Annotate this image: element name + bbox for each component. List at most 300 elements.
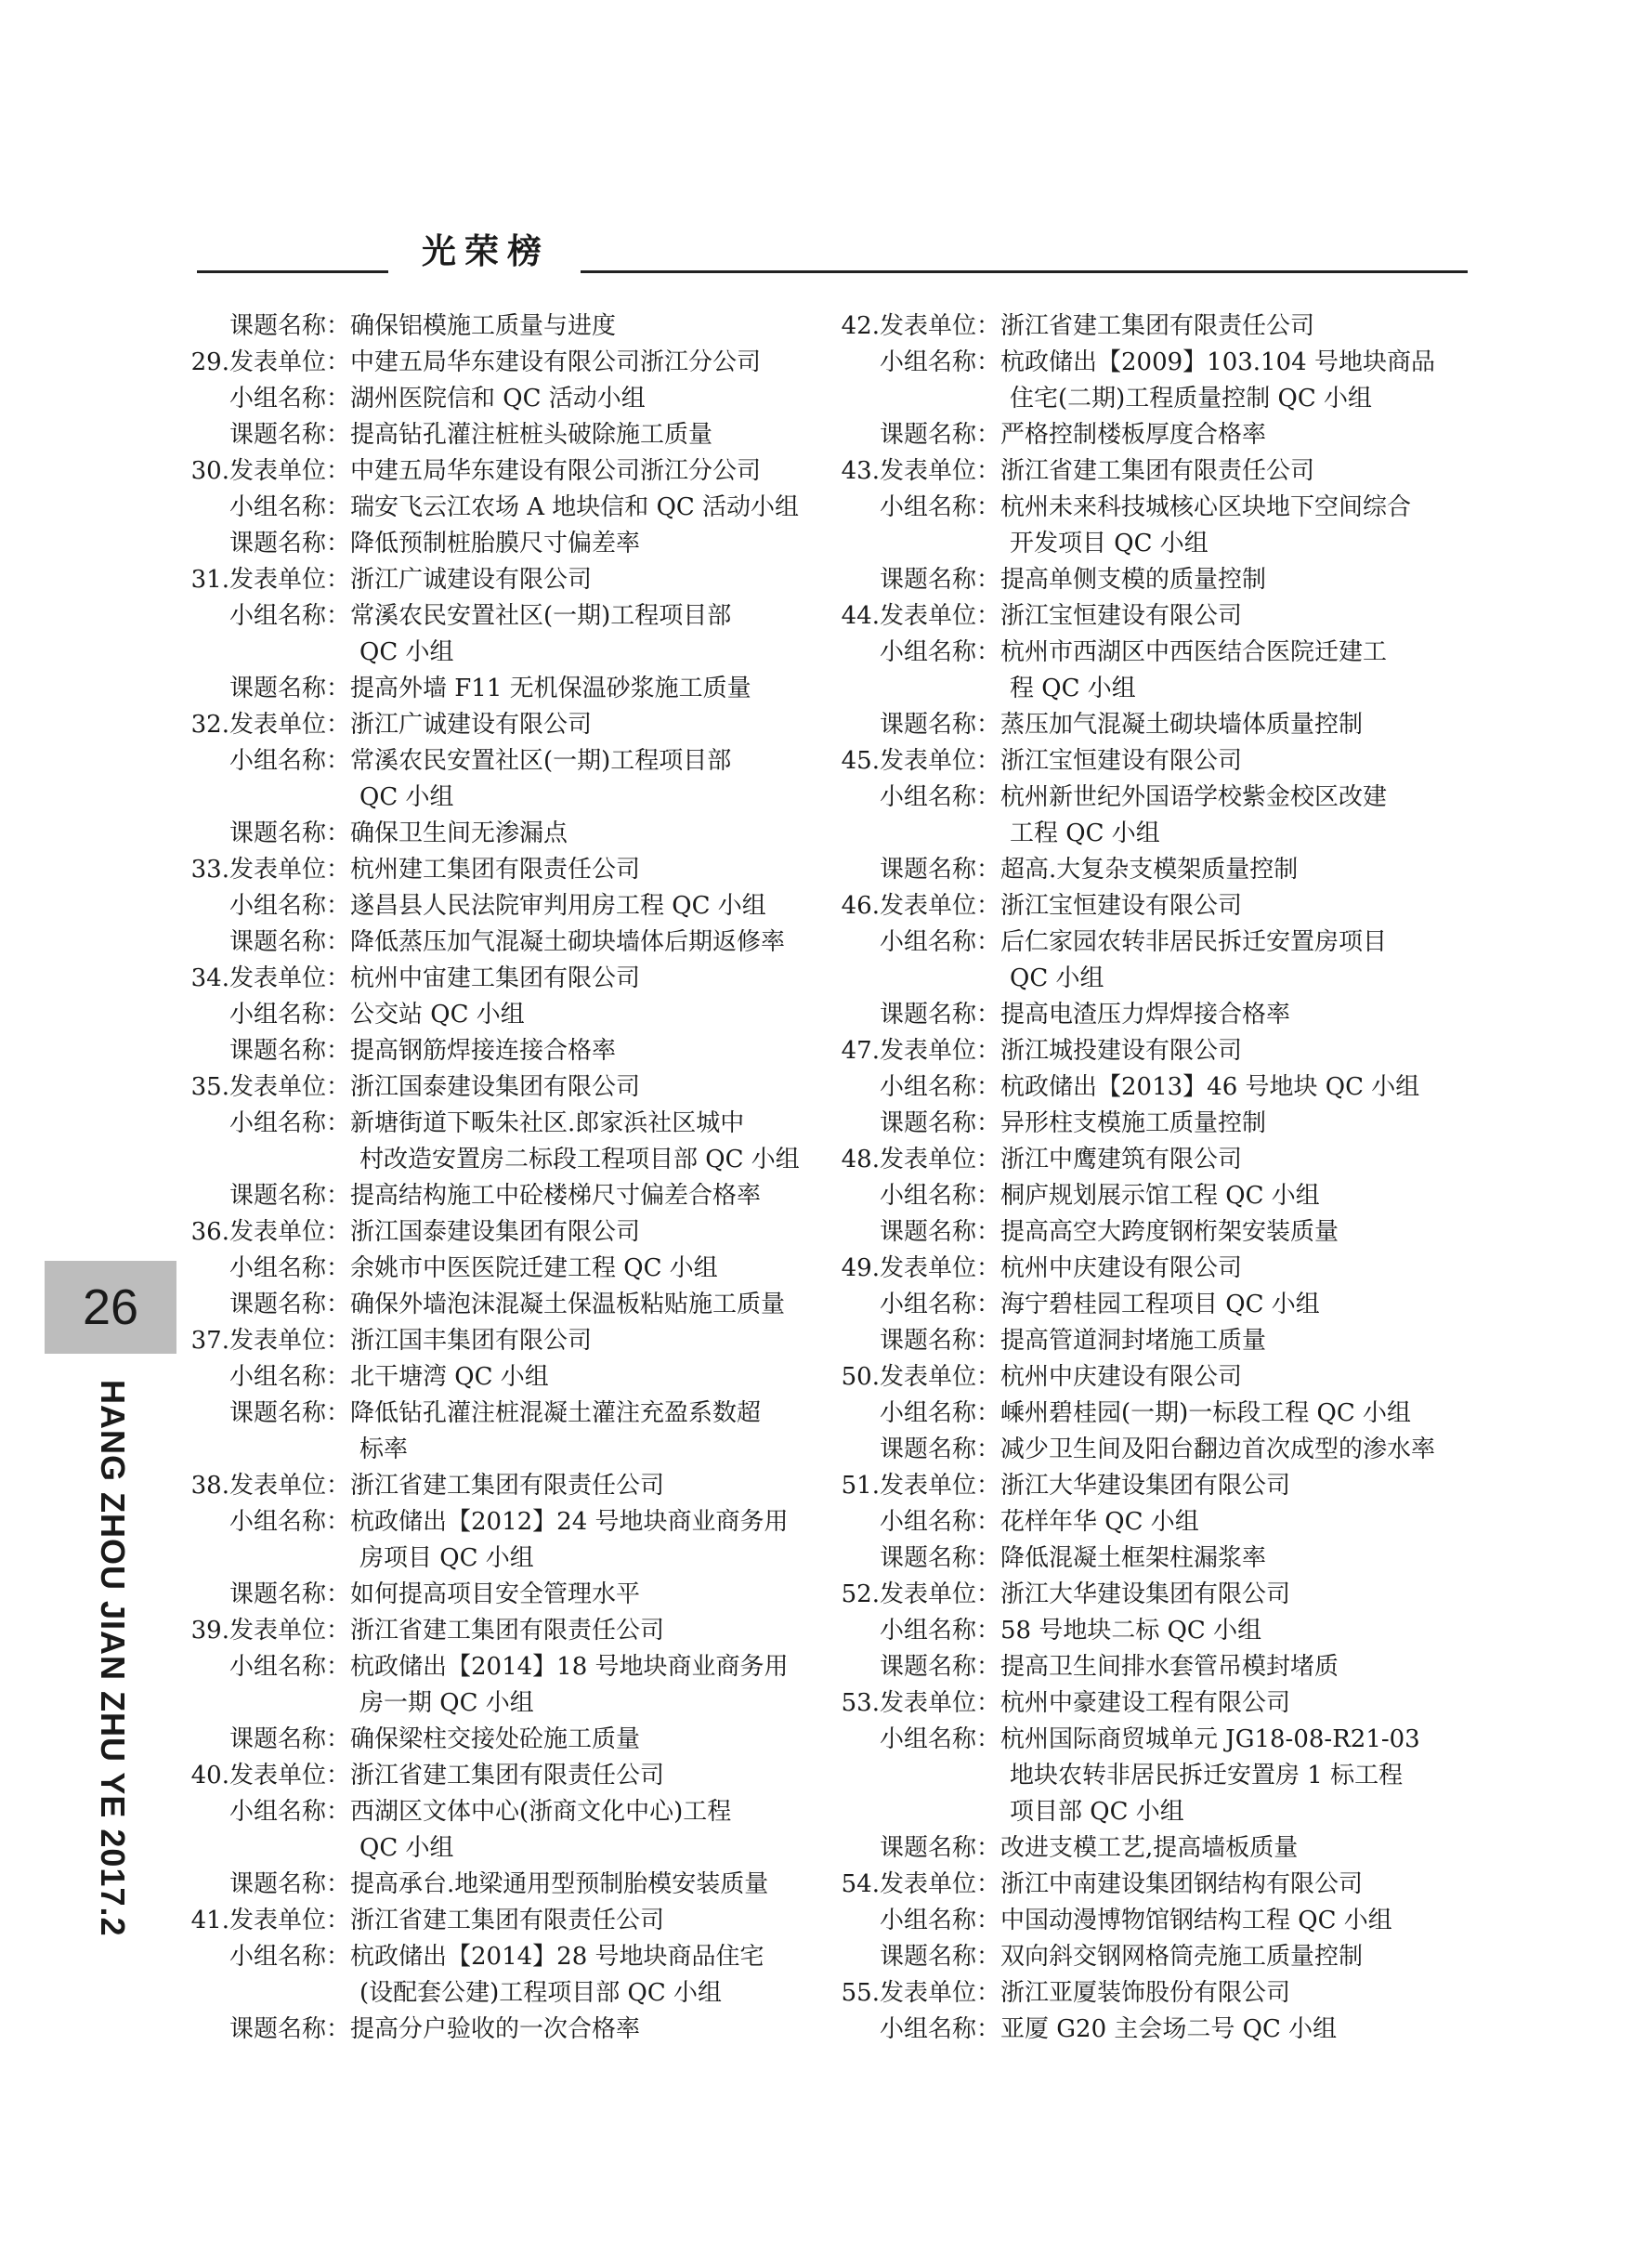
- field-value: 杭政储出【2014】28 号地块商品住宅: [350, 1943, 764, 1971]
- field-value: 杭政储出【2013】46 号地块 QC 小组: [1000, 1073, 1420, 1101]
- field-label: 小组名称：: [229, 1508, 350, 1536]
- award-entry: [841, 598, 1488, 743]
- entry-line: [197, 1106, 838, 1142]
- entry-line: [197, 1033, 838, 1069]
- field-value: 提高单侧支模的质量控制: [1000, 566, 1267, 594]
- field-label: 课题名称：: [879, 711, 1000, 739]
- field-label: 课题名称：: [229, 1182, 350, 1210]
- field-label: 课题名称：: [229, 421, 350, 449]
- field-label: 小组名称：: [879, 493, 1000, 521]
- field-value: 工程 QC 小组: [1010, 819, 1160, 847]
- field-value: 杭州中庆建设有限公司: [1000, 1363, 1243, 1391]
- field-value: 浙江国丰集团有限公司: [350, 1327, 593, 1355]
- field-label: 小组名称：: [229, 602, 350, 630]
- entry-line: [847, 924, 1488, 961]
- field-value: 后仁家园农转非居民拆迁安置房项目: [1000, 928, 1388, 956]
- field-label: 课题名称：: [879, 1436, 1000, 1463]
- field-label: 课题名称：: [229, 1399, 350, 1427]
- field-value: 浙江城投建设有限公司: [1000, 1037, 1243, 1065]
- field-value: 新塘街道下畈朱社区.郎家浜社区城中: [350, 1109, 745, 1137]
- field-label: 小组名称：: [879, 2015, 1000, 2043]
- entry-line: [197, 1867, 838, 1903]
- field-value: 浙江广诚建设有限公司: [350, 711, 593, 739]
- field-label: 小组名称：: [879, 348, 1000, 376]
- field-value: 杭州建工集团有限责任公司: [350, 856, 641, 884]
- field-value: 浙江中南建设集团钢结构有限公司: [1000, 1870, 1364, 1898]
- entry-line-continuation: [197, 780, 838, 816]
- field-value: 杭州市西湖区中西医结合医院迁建工: [1000, 638, 1388, 666]
- field-label: 课题名称：: [879, 1218, 1000, 1246]
- field-value: 杭政储出【2009】103.104 号地块商品: [1000, 348, 1435, 376]
- entry-line-continuation: [197, 1830, 838, 1867]
- entry-line: [847, 1106, 1488, 1142]
- field-label: 42.发表单位：: [841, 312, 1000, 340]
- entry-line: [841, 308, 1488, 345]
- entry-line: [190, 562, 838, 598]
- field-label: 小组名称：: [229, 1653, 350, 1681]
- page-number: 26: [82, 1279, 139, 1335]
- field-value: 浙江中鹰建筑有限公司: [1000, 1146, 1243, 1173]
- award-entry: [190, 852, 838, 961]
- award-entry: [197, 308, 838, 345]
- entry-line: [841, 1975, 1488, 2012]
- field-value: 浙江省建工集团有限责任公司: [1000, 457, 1315, 485]
- entry-line: [841, 1468, 1488, 1504]
- entry-line: [841, 1867, 1488, 1903]
- entry-line: [197, 1649, 838, 1685]
- field-value: 提高分户验收的一次合格率: [350, 2015, 641, 2043]
- field-label: 小组名称：: [229, 1254, 350, 1282]
- entry-line: [190, 1323, 838, 1359]
- field-value: 降低蒸压加气混凝土砌块墙体后期返修率: [350, 928, 786, 956]
- field-label: 课题名称：: [229, 1870, 350, 1898]
- field-label: 课题名称：: [879, 1544, 1000, 1572]
- field-label: 小组名称：: [229, 1943, 350, 1971]
- field-value: 程 QC 小组: [1010, 675, 1136, 702]
- award-entry: [190, 1758, 838, 1903]
- entry-line: [841, 1251, 1488, 1287]
- entry-line: [190, 1613, 838, 1649]
- field-label: 50.发表单位：: [841, 1363, 1000, 1391]
- entry-line: [847, 1396, 1488, 1432]
- field-value: 桐庐规划展示馆工程 QC 小组: [1000, 1182, 1320, 1210]
- field-label: 31.发表单位：: [190, 566, 350, 594]
- field-value: 提高结构施工中砼楼梯尺寸偏差合格率: [350, 1182, 762, 1210]
- entry-line-continuation: [197, 1685, 838, 1722]
- field-value: 常溪农民安置社区(一期)工程项目部: [350, 747, 732, 775]
- field-value: 降低混凝土框架柱漏浆率: [1000, 1544, 1267, 1572]
- field-label: 小组名称：: [229, 1109, 350, 1137]
- field-value: 确保外墙泡沫混凝土保温板粘贴施工质量: [350, 1291, 786, 1318]
- field-value: 确保梁柱交接处砼施工质量: [350, 1725, 641, 1753]
- entry-line: [197, 526, 838, 562]
- field-value: 花样年华 QC 小组: [1000, 1508, 1199, 1536]
- entry-line-continuation: [847, 526, 1488, 562]
- field-value: 常溪农民安置社区(一期)工程项目部: [350, 602, 732, 630]
- entry-line: [841, 1685, 1488, 1722]
- entry-line: [847, 1214, 1488, 1251]
- field-value: 杭州中豪建设工程有限公司: [1000, 1689, 1291, 1717]
- entry-line: [197, 924, 838, 961]
- entry-line: [197, 1178, 838, 1214]
- field-value: QC 小组: [359, 1834, 454, 1862]
- field-label: 课题名称：: [229, 675, 350, 702]
- field-value: 浙江省建工集团有限责任公司: [1000, 312, 1315, 340]
- award-entry: [841, 743, 1488, 888]
- field-label: 课题名称：: [879, 1001, 1000, 1029]
- field-value: 双向斜交钢网格筒壳施工质量控制: [1000, 1943, 1364, 1971]
- field-value: 浙江宝恒建设有限公司: [1000, 892, 1243, 920]
- entry-line: [841, 453, 1488, 490]
- entry-line: [847, 1504, 1488, 1540]
- field-label: 小组名称：: [879, 1617, 1000, 1645]
- field-value: 余姚市中医医院迁建工程 QC 小组: [350, 1254, 718, 1282]
- entry-line-continuation: [847, 671, 1488, 707]
- left-column: [190, 308, 838, 2048]
- field-label: 小组名称：: [879, 1725, 1000, 1753]
- entry-line: [847, 1323, 1488, 1359]
- field-value: 蒸压加气混凝土砌块墙体质量控制: [1000, 711, 1364, 739]
- field-label: 课题名称：: [229, 1037, 350, 1065]
- field-value: 58 号地块二标 QC 小组: [1000, 1617, 1262, 1645]
- field-label: 小组名称：: [879, 1291, 1000, 1318]
- field-label: 课题名称：: [879, 856, 1000, 884]
- field-label: 41.发表单位：: [190, 1907, 350, 1934]
- entry-line: [197, 1722, 838, 1758]
- entry-line: [190, 1214, 838, 1251]
- field-label: 小组名称：: [229, 892, 350, 920]
- field-label: 33.发表单位：: [190, 856, 350, 884]
- field-value: 标率: [359, 1436, 409, 1463]
- field-value: 海宁碧桂园工程项目 QC 小组: [1000, 1291, 1320, 1318]
- award-entry: [841, 1867, 1488, 1975]
- field-value: 北干塘湾 QC 小组: [350, 1363, 549, 1391]
- magazine-issue-label: HANG ZHOU JIAN ZHU YE 2017.2: [94, 1380, 132, 1937]
- field-label: 小组名称：: [229, 493, 350, 521]
- entry-line-continuation: [197, 1975, 838, 2012]
- award-entry: [841, 888, 1488, 1033]
- entry-line: [841, 1577, 1488, 1613]
- field-label: 52.发表单位：: [841, 1580, 1000, 1608]
- entry-line: [847, 780, 1488, 816]
- field-label: 小组名称：: [879, 1907, 1000, 1934]
- field-value: 异形柱支模施工质量控制: [1000, 1109, 1267, 1137]
- field-value: 浙江省建工集团有限责任公司: [350, 1762, 665, 1789]
- field-label: 小组名称：: [229, 1363, 350, 1391]
- entry-line: [197, 671, 838, 707]
- award-entry: [190, 707, 838, 852]
- field-label: 53.发表单位：: [841, 1689, 1000, 1717]
- field-label: 小组名称：: [879, 1073, 1000, 1101]
- entry-line: [847, 1613, 1488, 1649]
- right-column: [841, 308, 1488, 2048]
- field-value: 杭州新世纪外国语学校紫金校区改建: [1000, 783, 1388, 811]
- entry-line: [197, 417, 838, 453]
- field-value: 开发项目 QC 小组: [1010, 530, 1208, 557]
- field-label: 课题名称：: [879, 1109, 1000, 1137]
- entry-line: [190, 1758, 838, 1794]
- award-entry: [190, 562, 838, 707]
- entry-line: [841, 743, 1488, 780]
- entry-line: [847, 1540, 1488, 1577]
- field-label: 54.发表单位：: [841, 1870, 1000, 1898]
- entry-line-continuation: [197, 1142, 838, 1178]
- page-number-tab: [45, 1261, 176, 1354]
- field-label: 课题名称：: [229, 2015, 350, 2043]
- field-value: 降低钻孔灌注桩混凝土灌注充盈系数超: [350, 1399, 762, 1427]
- field-value: 杭州未来科技城核心区块地下空间综合: [1000, 493, 1412, 521]
- field-value: QC 小组: [359, 638, 454, 666]
- field-value: 浙江国泰建设集团有限公司: [350, 1073, 641, 1101]
- entry-line: [847, 1287, 1488, 1323]
- field-value: 浙江广诚建设有限公司: [350, 566, 593, 594]
- field-value: 浙江大华建设集团有限公司: [1000, 1580, 1291, 1608]
- entry-line: [841, 888, 1488, 924]
- field-label: 40.发表单位：: [190, 1762, 350, 1789]
- field-value: 湖州医院信和 QC 活动小组: [350, 385, 646, 413]
- award-entry: [190, 345, 838, 453]
- entry-line: [197, 490, 838, 526]
- field-label: 小组名称：: [879, 638, 1000, 666]
- entry-line-continuation: [847, 961, 1488, 997]
- entry-line: [190, 453, 838, 490]
- field-label: 课题名称：: [229, 819, 350, 847]
- field-value: 确保铝模施工质量与进度: [350, 312, 617, 340]
- entry-line: [841, 598, 1488, 635]
- field-value: 房项目 QC 小组: [359, 1544, 534, 1572]
- field-value: 浙江宝恒建设有限公司: [1000, 602, 1243, 630]
- entry-line: [197, 1504, 838, 1540]
- field-value: 浙江省建工集团有限责任公司: [350, 1907, 665, 1934]
- award-entry: [841, 1033, 1488, 1142]
- entry-line: [847, 1649, 1488, 1685]
- entry-line: [847, 852, 1488, 888]
- award-entry: [190, 1214, 838, 1323]
- field-value: 杭政储出【2012】24 号地块商业商务用: [350, 1508, 789, 1536]
- entry-line: [841, 1142, 1488, 1178]
- field-value: 如何提高项目安全管理水平: [350, 1580, 641, 1608]
- award-entry: [190, 1323, 838, 1468]
- award-entry: [190, 1069, 838, 1214]
- field-label: 课题名称：: [879, 1327, 1000, 1355]
- field-label: 38.发表单位：: [190, 1472, 350, 1500]
- field-label: 43.发表单位：: [841, 457, 1000, 485]
- entry-line: [190, 707, 838, 743]
- field-value: 公交站 QC 小组: [350, 1001, 525, 1029]
- field-value: 地块农转非居民拆迁安置房 1 标工程: [1010, 1762, 1404, 1789]
- field-label: 48.发表单位：: [841, 1146, 1000, 1173]
- award-entry: [190, 453, 838, 562]
- field-label: 39.发表单位：: [190, 1617, 350, 1645]
- entry-line: [847, 490, 1488, 526]
- award-entry: [190, 1468, 838, 1613]
- field-value: QC 小组: [1010, 964, 1104, 992]
- field-value: 确保卫生间无渗漏点: [350, 819, 568, 847]
- entry-line: [847, 345, 1488, 381]
- entry-line: [847, 1069, 1488, 1106]
- entry-line: [197, 2012, 838, 2048]
- field-label: 小组名称：: [229, 1001, 350, 1029]
- field-label: 46.发表单位：: [841, 892, 1000, 920]
- field-label: 课题名称：: [229, 312, 350, 340]
- entry-line-continuation: [847, 816, 1488, 852]
- field-label: 小组名称：: [879, 1399, 1000, 1427]
- entry-line-continuation: [197, 635, 838, 671]
- field-label: 课题名称：: [879, 1834, 1000, 1862]
- field-label: 32.发表单位：: [190, 711, 350, 739]
- field-label: 小组名称：: [229, 385, 350, 413]
- entry-line: [847, 1939, 1488, 1975]
- field-value: 中建五局华东建设有限公司浙江分公司: [350, 348, 762, 376]
- entry-line: [190, 345, 838, 381]
- entry-line: [197, 308, 838, 345]
- field-value: 浙江国泰建设集团有限公司: [350, 1218, 641, 1246]
- field-value: 杭州中宙建工集团有限公司: [350, 964, 641, 992]
- field-label: 37.发表单位：: [190, 1327, 350, 1355]
- entry-line: [847, 997, 1488, 1033]
- field-value: 浙江宝恒建设有限公司: [1000, 747, 1243, 775]
- field-label: 课题名称：: [229, 1291, 350, 1318]
- entry-line: [190, 1468, 838, 1504]
- field-value: 杭州国际商贸城单元 JG18-08-R21-03: [1000, 1725, 1420, 1753]
- header-rule-left: [197, 270, 388, 273]
- field-value: 提高电渣压力焊焊接合格率: [1000, 1001, 1291, 1029]
- entry-line: [847, 1432, 1488, 1468]
- field-label: 小组名称：: [229, 1798, 350, 1826]
- entry-line-continuation: [847, 1758, 1488, 1794]
- award-entry: [841, 1359, 1488, 1468]
- field-value: 杭州中庆建设有限公司: [1000, 1254, 1243, 1282]
- entry-line-continuation: [197, 1540, 838, 1577]
- field-label: 49.发表单位：: [841, 1254, 1000, 1282]
- award-entry: [841, 1142, 1488, 1251]
- field-value: 中国动漫博物馆钢结构工程 QC 小组: [1000, 1907, 1392, 1934]
- field-value: 浙江省建工集团有限责任公司: [350, 1472, 665, 1500]
- section-title: 光荣榜: [422, 231, 550, 271]
- entry-line-continuation: [847, 381, 1488, 417]
- entry-line: [847, 562, 1488, 598]
- entry-line: [847, 1178, 1488, 1214]
- award-entry: [190, 961, 838, 1069]
- field-value: 项目部 QC 小组: [1010, 1798, 1184, 1826]
- field-label: 课题名称：: [229, 1580, 350, 1608]
- field-label: 小组名称：: [229, 747, 350, 775]
- field-label: 小组名称：: [879, 783, 1000, 811]
- field-value: 瑞安飞云江农场 A 地块信和 QC 活动小组: [350, 493, 800, 521]
- entry-line: [197, 1577, 838, 1613]
- field-value: 超高.大复杂支模架质量控制: [1000, 856, 1299, 884]
- entry-line: [197, 1794, 838, 1830]
- entry-line-continuation: [197, 1432, 838, 1468]
- entry-line: [197, 1396, 838, 1432]
- award-entry: [190, 1613, 838, 1758]
- field-value: 提高外墙 F11 无机保温砂浆施工质量: [350, 675, 751, 702]
- field-value: 房一期 QC 小组: [359, 1689, 534, 1717]
- field-value: 遂昌县人民法院审判用房工程 QC 小组: [350, 892, 766, 920]
- field-value: 提高承台.地梁通用型预制胎模安装质量: [350, 1870, 769, 1898]
- field-value: 浙江大华建设集团有限公司: [1000, 1472, 1291, 1500]
- award-entry: [841, 1577, 1488, 1685]
- field-label: 55.发表单位：: [841, 1979, 1000, 2007]
- field-label: 课题名称：: [229, 928, 350, 956]
- field-value: (设配套公建)工程项目部 QC 小组: [359, 1979, 723, 2007]
- entry-line: [197, 743, 838, 780]
- entry-line: [197, 1287, 838, 1323]
- field-value: 亚厦 G20 主会场二号 QC 小组: [1000, 2015, 1338, 2043]
- field-value: 嵊州碧桂园(一期)一标段工程 QC 小组: [1000, 1399, 1412, 1427]
- field-label: 45.发表单位：: [841, 747, 1000, 775]
- field-label: 课题名称：: [879, 1943, 1000, 1971]
- entry-line: [847, 1830, 1488, 1867]
- award-entry: [841, 453, 1488, 598]
- entry-line: [841, 1033, 1488, 1069]
- field-value: 提高管道洞封堵施工质量: [1000, 1327, 1267, 1355]
- entry-line: [847, 2012, 1488, 2048]
- entry-line: [190, 1069, 838, 1106]
- entry-line: [841, 1359, 1488, 1396]
- field-value: 浙江省建工集团有限责任公司: [350, 1617, 665, 1645]
- entry-line: [197, 816, 838, 852]
- field-label: 36.发表单位：: [190, 1218, 350, 1246]
- field-label: 课题名称：: [879, 566, 1000, 594]
- field-label: 小组名称：: [879, 1182, 1000, 1210]
- award-entry: [841, 1468, 1488, 1577]
- award-entry: [841, 1685, 1488, 1867]
- field-value: 住宅(二期)工程质量控制 QC 小组: [1010, 385, 1373, 413]
- field-value: 严格控制楼板厚度合格率: [1000, 421, 1267, 449]
- field-label: 课题名称：: [229, 1725, 350, 1753]
- field-label: 小组名称：: [879, 1508, 1000, 1536]
- entry-line: [190, 852, 838, 888]
- field-value: 减少卫生间及阳台翻边首次成型的渗水率: [1000, 1436, 1436, 1463]
- field-value: 杭政储出【2014】18 号地块商业商务用: [350, 1653, 789, 1681]
- field-value: 浙江亚厦装饰股份有限公司: [1000, 1979, 1291, 2007]
- entry-line: [197, 997, 838, 1033]
- field-value: 村改造安置房二标段工程项目部 QC 小组: [359, 1146, 800, 1173]
- field-value: 提高钻孔灌注桩桩头破除施工质量: [350, 421, 713, 449]
- entry-line: [197, 1359, 838, 1396]
- award-entry: [841, 308, 1488, 453]
- field-label: 47.发表单位：: [841, 1037, 1000, 1065]
- entry-line: [197, 888, 838, 924]
- entry-line: [847, 1903, 1488, 1939]
- entry-line: [197, 381, 838, 417]
- field-label: 30.发表单位：: [190, 457, 350, 485]
- field-value: 西湖区文体中心(浙商文化中心)工程: [350, 1798, 732, 1826]
- field-value: 提高高空大跨度钢桁架安装质量: [1000, 1218, 1339, 1246]
- entry-line: [197, 1251, 838, 1287]
- field-value: 提高卫生间排水套管吊模封堵质: [1000, 1653, 1339, 1681]
- award-entry: [190, 1903, 838, 2048]
- field-value: 改进支模工艺,提高墙板质量: [1000, 1834, 1299, 1862]
- entry-line: [847, 417, 1488, 453]
- field-label: 44.发表单位：: [841, 602, 1000, 630]
- field-value: QC 小组: [359, 783, 454, 811]
- field-value: 降低预制桩胎膜尺寸偏差率: [350, 530, 641, 557]
- field-label: 34.发表单位：: [190, 964, 350, 992]
- entry-line: [847, 1722, 1488, 1758]
- field-label: 29.发表单位：: [190, 348, 350, 376]
- entry-line: [197, 1939, 838, 1975]
- field-label: 课题名称：: [879, 1653, 1000, 1681]
- entry-line: [197, 598, 838, 635]
- field-value: 中建五局华东建设有限公司浙江分公司: [350, 457, 762, 485]
- entry-line: [190, 961, 838, 997]
- field-label: 51.发表单位：: [841, 1472, 1000, 1500]
- field-value: 提高钢筋焊接连接合格率: [350, 1037, 617, 1065]
- header-rule-right: [581, 270, 1468, 273]
- entry-line: [847, 635, 1488, 671]
